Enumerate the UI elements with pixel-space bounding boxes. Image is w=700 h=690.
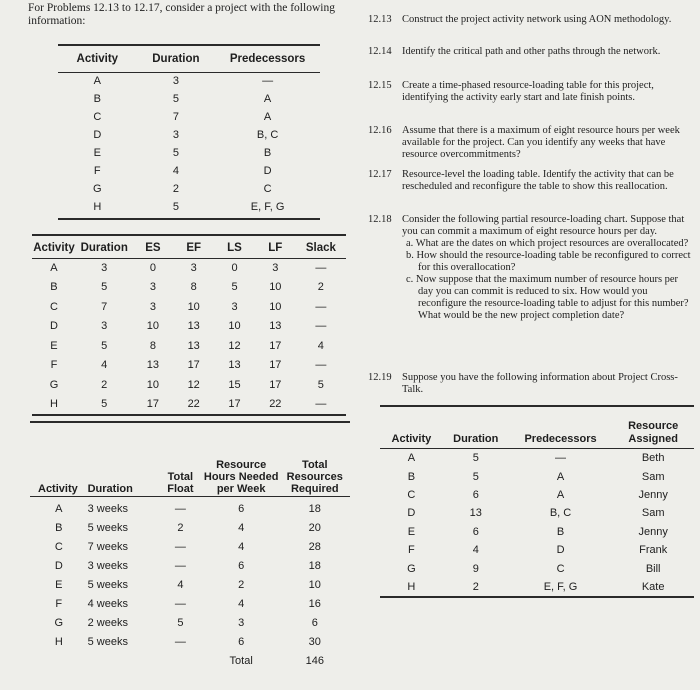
question-12-13 xyxy=(368,14,694,26)
table-cell-predecessors: C xyxy=(556,562,565,575)
question-text: Resource-level the loading table. Identify the activity that can be rescheduled and reconfigure the table to show this reallocation. xyxy=(402,169,674,192)
table-cell-activity: H xyxy=(93,201,102,213)
table-cell-lf: 17 xyxy=(269,378,282,391)
table-cell-activity: H xyxy=(50,398,58,411)
question-text: Suppose you have the following information about Project Cross-Talk. xyxy=(402,372,678,395)
table-cell-duration: 2 weeks xyxy=(87,616,128,629)
table-row xyxy=(30,537,350,556)
cross-talk-table xyxy=(380,410,694,596)
table-cell-resource-hours: 4 xyxy=(238,597,245,610)
table-cell-activity: D xyxy=(50,320,58,333)
question-text: Construct the project activity network using AON methodology. xyxy=(402,14,672,25)
table-header-row xyxy=(32,238,346,258)
table-cell-resource-assigned: Kate xyxy=(641,580,665,593)
table-cell-duration: 5 weeks xyxy=(87,578,128,591)
table-cell-resource-hours: 4 xyxy=(238,521,245,534)
table-cell-activity: C xyxy=(54,540,63,553)
table-header-row xyxy=(30,425,350,499)
table-row xyxy=(32,278,346,298)
table-cell-es: 3 xyxy=(149,300,156,313)
table-cell-ls: 3 xyxy=(231,300,238,313)
table-row xyxy=(30,575,350,594)
table-cell-duration: 5 xyxy=(172,93,179,105)
table2-top-rule xyxy=(32,234,346,236)
col-resource-assigned: Resource Assigned xyxy=(628,420,679,445)
table-header-row xyxy=(58,46,320,72)
table-cell-slack: — xyxy=(315,300,327,313)
table3-header-rule xyxy=(30,496,350,497)
table-cell-duration: 13 xyxy=(469,507,482,520)
table-cell-es: 0 xyxy=(149,261,156,274)
table-cell-es: 10 xyxy=(146,378,159,391)
table-cell-ef: 13 xyxy=(187,339,200,352)
table-cell-slack: 5 xyxy=(317,378,324,391)
table-cell-resource-assigned: Sam xyxy=(641,507,665,520)
table-cell-lf: 10 xyxy=(269,300,282,313)
table-cell-slack: — xyxy=(315,359,327,372)
table-cell-activity: C xyxy=(407,488,416,501)
table-cell-resource-assigned: Jenny xyxy=(638,525,668,538)
table-cell-es: 13 xyxy=(146,359,159,372)
question-12-16 xyxy=(368,125,694,161)
table-cell-slack: — xyxy=(315,261,327,274)
table-cell-predecessors: A xyxy=(263,111,272,123)
table-cell-slack: 2 xyxy=(317,281,324,294)
table-cell-predecessors: D xyxy=(263,165,272,177)
table-cell-activity: D xyxy=(93,129,102,141)
table-row xyxy=(380,504,694,522)
table-cell-ef: 22 xyxy=(187,398,200,411)
table-row xyxy=(380,559,694,577)
question-12-19 xyxy=(368,372,694,396)
table-cell-es: 10 xyxy=(146,320,159,333)
table-cell-total-resources: 20 xyxy=(308,521,321,534)
table-cell-ef: 10 xyxy=(187,300,200,313)
table-cell-resource-hours: 6 xyxy=(238,502,245,515)
col-activity: Activity xyxy=(33,242,75,254)
table-cell-duration: 5 xyxy=(472,452,479,465)
table-cell-duration: 5 weeks xyxy=(87,635,128,648)
table-row xyxy=(58,180,320,198)
table-cell-ef: 12 xyxy=(187,378,200,391)
table-cell-total-resources: 10 xyxy=(308,578,321,591)
col-lf: LF xyxy=(268,242,283,254)
table-row xyxy=(30,613,350,632)
table-cell-duration: 5 xyxy=(472,470,479,483)
table-cell-resource-hours: 6 xyxy=(238,559,245,572)
intro-text: For Problems 12.13 to 12.17, consider a project with the following information: xyxy=(28,2,335,27)
table-cell-duration: 7 weeks xyxy=(87,540,128,553)
question-number: 12.19 xyxy=(368,372,392,383)
table-cell-duration: 4 xyxy=(101,359,108,372)
table-row xyxy=(58,72,320,90)
table-row xyxy=(58,162,320,180)
table-cell-duration: 5 weeks xyxy=(87,521,128,534)
table-cell-activity: G xyxy=(407,562,416,575)
table-cell-resource-hours: 6 xyxy=(238,635,245,648)
table-row xyxy=(32,258,346,278)
table-cell-activity: B xyxy=(55,521,63,534)
table-cell-activity: F xyxy=(55,597,63,610)
table-cell-duration: 6 xyxy=(472,488,479,501)
table-cell-resource-hours: 3 xyxy=(238,616,245,629)
table-cell-es: 8 xyxy=(149,339,156,352)
table-cell-resource-assigned: Bill xyxy=(645,562,661,575)
table-cell-ls: 13 xyxy=(228,359,241,372)
table-cell-resource-hours: 4 xyxy=(238,540,245,553)
col-activity: Activity xyxy=(391,433,432,445)
question-number: 12.17 xyxy=(368,169,392,180)
table-row xyxy=(58,198,320,216)
table-cell-activity: E xyxy=(50,339,58,352)
total-value: 146 xyxy=(305,654,324,667)
table-cell-activity: A xyxy=(55,502,63,515)
question-number: 12.13 xyxy=(368,14,392,25)
table2-bottom-rule xyxy=(32,414,346,416)
question-number: 12.14 xyxy=(368,46,392,57)
table-cell-slack: — xyxy=(315,320,327,333)
table-cell-duration: 6 xyxy=(472,525,479,538)
table-cell-duration: 4 xyxy=(472,544,479,557)
table-cell-duration: 5 xyxy=(101,398,108,411)
table-cell-activity: A xyxy=(407,452,416,465)
table-cell-ef: 8 xyxy=(190,281,197,294)
col-predecessors: Predecessors xyxy=(229,53,306,65)
table-cell-duration: 4 weeks xyxy=(87,597,128,610)
table-cell-total-float: — xyxy=(174,540,186,553)
table-cell-slack: — xyxy=(315,398,327,411)
table-cell-total-resources: 6 xyxy=(311,616,318,629)
table-cell-es: 17 xyxy=(146,398,159,411)
table-cell-lf: 10 xyxy=(269,281,282,294)
table-cell-total-float: — xyxy=(174,597,186,610)
table-cell-activity: A xyxy=(93,75,101,87)
table-cell-activity: H xyxy=(407,580,416,593)
table-cell-activity: B xyxy=(407,470,416,483)
table-row xyxy=(380,486,694,504)
table-cell-total-float: — xyxy=(174,635,186,648)
table-row xyxy=(32,375,346,395)
table-cell-es: 3 xyxy=(149,281,156,294)
table-row xyxy=(30,556,350,575)
table-row xyxy=(58,126,320,144)
table-cell-total-float: 2 xyxy=(177,521,184,534)
table-row xyxy=(30,594,350,613)
table-cell-duration: 3 xyxy=(172,75,179,87)
table-cell-duration: 5 xyxy=(101,281,108,294)
table-cell-duration: 2 xyxy=(472,580,479,593)
table-cell-ls: 5 xyxy=(231,281,238,294)
table-row xyxy=(30,632,350,651)
table-row xyxy=(380,578,694,596)
table-cell-ef: 13 xyxy=(187,320,200,333)
table-cell-total-float: 4 xyxy=(177,578,184,591)
table-cell-predecessors: B, C xyxy=(256,129,279,141)
table-row xyxy=(32,297,346,317)
table-cell-predecessors: A xyxy=(263,93,272,105)
table-row xyxy=(58,90,320,108)
table-cell-duration: 2 xyxy=(101,378,108,391)
table-cell-total-resources: 18 xyxy=(308,502,321,515)
table-cell-predecessors: B, C xyxy=(549,507,572,520)
table-cell-activity: D xyxy=(407,507,416,520)
table-cell-total-resources: 16 xyxy=(308,597,321,610)
table-cell-activity: G xyxy=(49,378,59,391)
table-cell-total-resources: 28 xyxy=(308,540,321,553)
table-cell-ls: 10 xyxy=(228,320,241,333)
table2-header-rule xyxy=(32,258,346,259)
col-duration: Duration xyxy=(87,483,133,495)
table-cell-predecessors: E, F, G xyxy=(250,201,285,213)
table-cell-resource-assigned: Frank xyxy=(639,544,668,557)
col-activity: Activity xyxy=(38,483,78,495)
table-cell-predecessors: A xyxy=(556,488,565,501)
table-cell-activity: D xyxy=(54,559,63,572)
table-cell-duration: 9 xyxy=(472,562,479,575)
col-activity: Activity xyxy=(76,53,119,65)
table-cell-duration: 4 xyxy=(172,165,179,177)
table-cell-duration: 3 weeks xyxy=(87,559,128,572)
table-row xyxy=(32,317,346,337)
table-row xyxy=(380,541,694,559)
table-cell-predecessors: E, F, G xyxy=(543,580,578,593)
question-12-14 xyxy=(368,46,694,58)
table-cell-predecessors: B xyxy=(263,147,272,159)
question-part-c: c. Now suppose that the maximum number of resource hours per day you can commit is reduced to six. How would you reconfigure the resource-loading table to adjust for this number? What would be the new project completion date? xyxy=(406,274,689,321)
question-number: 12.15 xyxy=(368,80,392,91)
table4-top-rule xyxy=(380,405,694,407)
table-cell-predecessors: D xyxy=(556,544,565,557)
table-cell-activity: G xyxy=(93,183,102,195)
col-duration: Duration xyxy=(152,53,200,65)
table-cell-resource-assigned: Beth xyxy=(641,452,665,465)
col-es: ES xyxy=(145,242,161,254)
question-number: 12.18 xyxy=(368,214,392,225)
table-cell-lf: 13 xyxy=(269,320,282,333)
table-cell-ls: 12 xyxy=(228,339,241,352)
question-12-18 xyxy=(368,214,694,322)
table-cell-duration: 5 xyxy=(172,201,179,213)
table-cell-total-float: 5 xyxy=(177,616,184,629)
col-ls: LS xyxy=(227,242,242,254)
table-cell-activity: C xyxy=(93,111,102,123)
table-row xyxy=(380,449,694,467)
table1-header-rule xyxy=(58,72,320,73)
col-predecessors: Predecessors xyxy=(524,433,597,445)
question-12-17 xyxy=(368,169,694,193)
table-cell-activity: E xyxy=(93,147,101,159)
question-text: Identify the critical path and other paths through the network. xyxy=(402,46,661,57)
table-row xyxy=(30,518,350,537)
table-cell-ef: 17 xyxy=(187,359,200,372)
table4-bottom-rule xyxy=(380,596,694,598)
table-cell-activity: C xyxy=(50,300,58,313)
table-cell-lf: 3 xyxy=(272,261,279,274)
question-part-a: a. What are the dates on which project resources are overallocated? xyxy=(406,238,689,249)
table-row xyxy=(32,336,346,356)
col-resource-hours: Resource Hours Needed per Week xyxy=(203,459,279,495)
col-ef: EF xyxy=(186,242,202,254)
table-row xyxy=(32,356,346,376)
question-number: 12.16 xyxy=(368,125,392,136)
table-cell-ls: 17 xyxy=(228,398,241,411)
table-cell-duration: 3 weeks xyxy=(87,502,128,515)
table-cell-slack: 4 xyxy=(317,339,324,352)
table-cell-predecessors: — xyxy=(555,452,567,465)
question-part-b: b. How should the resource-loading table be reconfigured to correct for this overallocation? xyxy=(406,250,691,273)
col-duration: Duration xyxy=(80,242,128,254)
table-cell-duration: 7 xyxy=(101,300,108,313)
table-cell-activity: B xyxy=(50,281,58,294)
question-text: Assume that there is a maximum of eight resource hours per week available for the project. Can you identify any weeks that have resource overcommitments? xyxy=(402,125,680,160)
table-cell-predecessors: A xyxy=(556,470,565,483)
table-cell-activity: F xyxy=(50,359,58,372)
table4-header-rule xyxy=(380,448,694,449)
table-cell-predecessors: — xyxy=(262,75,274,87)
table-cell-duration: 7 xyxy=(172,111,179,123)
table-row xyxy=(58,144,320,162)
table-cell-duration: 5 xyxy=(172,147,179,159)
resource-table xyxy=(30,425,350,670)
col-duration: Duration xyxy=(453,433,499,445)
table-cell-lf: 17 xyxy=(269,359,282,372)
table-row xyxy=(58,108,320,126)
table-cell-activity: G xyxy=(54,616,64,629)
table-cell-activity: B xyxy=(93,93,101,105)
table-cell-ls: 0 xyxy=(231,261,238,274)
table-cell-lf: 22 xyxy=(269,398,282,411)
table-cell-duration: 5 xyxy=(101,339,108,352)
table-cell-duration: 3 xyxy=(101,261,108,274)
table-row xyxy=(32,395,346,415)
table-row xyxy=(380,523,694,541)
table-cell-total-float: — xyxy=(174,502,186,515)
table-cell-ef: 3 xyxy=(190,261,197,274)
table-cell-activity: A xyxy=(50,261,58,274)
table-cell-activity: F xyxy=(408,544,415,557)
total-row xyxy=(30,651,350,670)
table-cell-total-float: — xyxy=(174,559,186,572)
table-cell-activity: H xyxy=(54,635,63,648)
table3-top-rule xyxy=(30,421,350,423)
table-cell-activity: F xyxy=(93,165,101,177)
table-cell-predecessors: B xyxy=(556,525,565,538)
question-text: Create a time-phased resource-loading table for this project, identifying the activity early start and late finish points. xyxy=(402,80,654,103)
col-slack: Slack xyxy=(305,242,336,254)
table-cell-duration: 3 xyxy=(172,129,179,141)
table-cell-activity: E xyxy=(55,578,63,591)
col-total-float: Total Float xyxy=(167,471,194,495)
question-12-15 xyxy=(368,80,694,104)
table-cell-resource-hours: 2 xyxy=(238,578,245,591)
table-cell-activity: E xyxy=(407,525,416,538)
table-row xyxy=(380,467,694,485)
table-cell-resource-assigned: Jenny xyxy=(638,488,668,501)
schedule-table xyxy=(32,238,346,414)
table-cell-resource-assigned: Sam xyxy=(641,470,665,483)
table-cell-total-resources: 30 xyxy=(308,635,321,648)
table-header-row xyxy=(380,410,694,449)
table-row xyxy=(30,499,350,518)
question-text: Consider the following partial resource-loading chart. Suppose that you can commit a maximum of eight resource hours per day. xyxy=(402,214,685,237)
table-cell-ls: 15 xyxy=(228,378,241,391)
table1-bottom-rule xyxy=(58,218,320,220)
table-cell-total-resources: 18 xyxy=(308,559,321,572)
table-cell-duration: 3 xyxy=(101,320,108,333)
table-cell-duration: 2 xyxy=(172,183,179,195)
table-cell-lf: 17 xyxy=(269,339,282,352)
table-cell-predecessors: C xyxy=(263,183,272,195)
col-total-resources: Total Resources Required xyxy=(286,459,343,495)
total-label: Total xyxy=(229,654,253,667)
